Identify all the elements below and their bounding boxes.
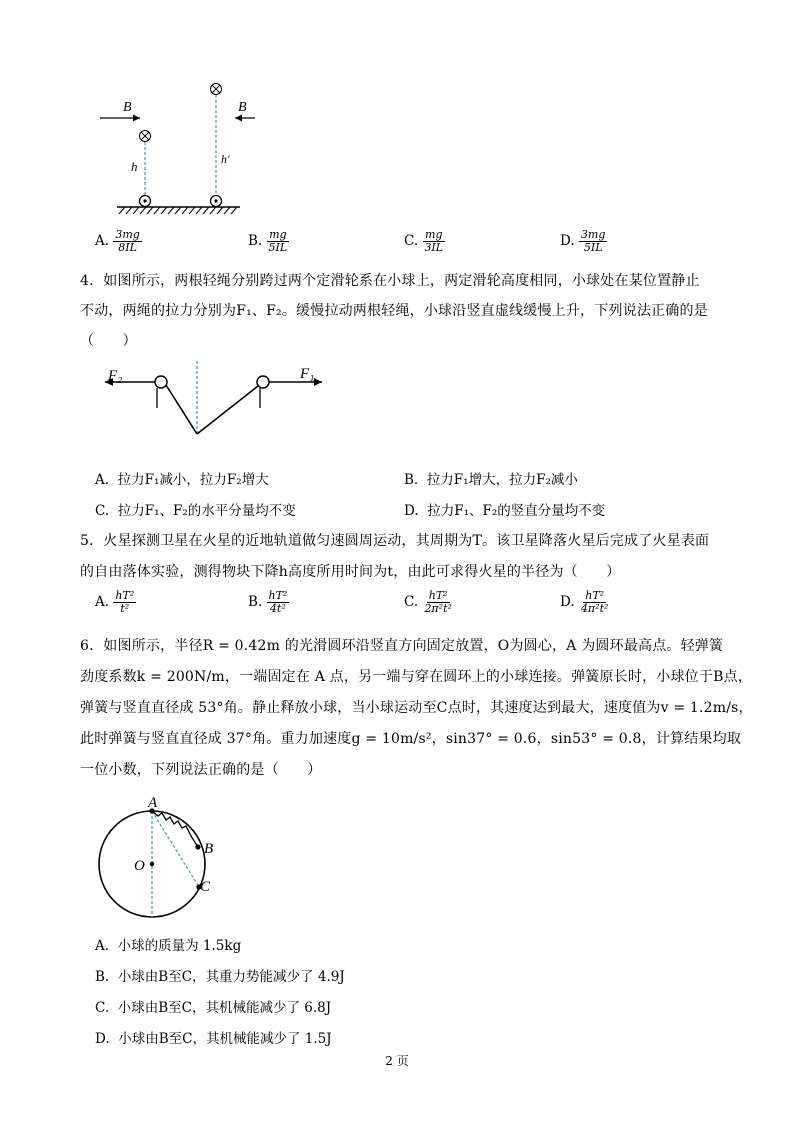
q4-option-d[interactable]: D. 拉力F₁、F₂的竖直分量均不变 bbox=[404, 503, 606, 519]
q6-label-a: A bbox=[148, 795, 158, 811]
q3-label-b-left: B bbox=[123, 100, 132, 115]
q6-label-c: C bbox=[200, 879, 211, 895]
q4-option-b[interactable]: B. 拉力F₁增大，拉力F₂减小 bbox=[404, 472, 578, 488]
q4-stem-line3: （ ） bbox=[80, 333, 137, 349]
q6-option-b[interactable]: B. 小球由B至C，其重力势能减少了 4.9J bbox=[95, 969, 345, 985]
q5-option-d[interactable]: D. $\frac{\text{hT²}}{\text{4π²t²}}$ bbox=[560, 589, 609, 615]
q4-option-a[interactable]: A. 拉力F₁减小，拉力F₂增大 bbox=[95, 472, 269, 488]
q6-option-d[interactable]: D. 小球由B至C，其机械能减少了 1.5J bbox=[95, 1031, 332, 1047]
q4-figure bbox=[100, 358, 330, 440]
page-number: 2 页 bbox=[385, 1054, 409, 1068]
q4-label-f1: F₁ bbox=[300, 366, 315, 382]
q4-label-f2: F₂ bbox=[108, 368, 123, 384]
q3-option-a[interactable]: A. $\frac{3mg}{8IL}$ bbox=[95, 228, 140, 254]
q3-label-h-prime: h′ bbox=[221, 152, 230, 166]
q6-label-b: B bbox=[204, 841, 214, 857]
q6-stem-line3: 弹簧与竖直直径成 53°角。静止释放小球，当小球运动至C点时，其速度达到最大，速度值为v = 1.2m/s， bbox=[80, 700, 753, 716]
q6-stem-line4: 此时弹簧与竖直直径成 37°角。重力加速度g = 10m/s²，sin37° = 0.6，sin53° = 0.8，计算结果均取 bbox=[80, 731, 742, 747]
q6-stem-line5: 一位小数，下列说法正确的是（ ） bbox=[80, 762, 322, 778]
q6-option-a[interactable]: A. 小球的质量为 1.5kg bbox=[95, 938, 242, 954]
q6-option-c[interactable]: C. 小球由B至C，其机械能减少了 6.8J bbox=[95, 1000, 332, 1016]
q5-option-b[interactable]: B. $\frac{\text{hT²}}{\text{4t²}}$ bbox=[248, 589, 288, 615]
q4-stem-line1: 4．如图所示，两根轻绳分别跨过两个定滑轮系在小球上，两定滑轮高度相同，小球处在某位置静止 bbox=[80, 273, 700, 289]
q6-stem-line2: 劲度系数k = 200N/m，一端固定在 A 点，另一端与穿在圆环上的小球连接。弹簧原长时，小球位于B点， bbox=[80, 669, 752, 685]
q3-option-c[interactable]: C. $\frac{mg}{3IL}$ bbox=[404, 228, 444, 254]
q4-option-c[interactable]: C. 拉力F₁、F₂的水平分量均不变 bbox=[95, 503, 296, 519]
q5-stem-line1: 5．火星探测卫星在火星的近地轨道做匀速圆周运动，其周期为T。该卫星降落火星后完成了火星表面 bbox=[80, 533, 710, 549]
q3-option-b[interactable]: B. $\frac{mg}{5IL}$ bbox=[248, 228, 288, 254]
q6-label-o: O bbox=[134, 858, 145, 874]
q5-option-c[interactable]: C. $\frac{\text{hT²}}{\text{2π²t²}}$ bbox=[404, 589, 452, 615]
q3-figure bbox=[95, 78, 255, 218]
q6-stem-line1: 6．如图所示，半径R = 0.42m 的光滑圆环沿竖直方向固定放置，O为圆心，A 为圆环最高点。轻弹簧 bbox=[80, 638, 724, 654]
q6-figure bbox=[92, 790, 232, 920]
q3-label-b-right: B bbox=[238, 100, 247, 115]
q4-stem-line2: 不动，两绳的拉力分别为F₁、F₂。缓慢拉动两根轻绳，小球沿竖直虚线缓慢上升，下列说法正确的是 bbox=[80, 303, 708, 319]
q5-option-a[interactable]: A. $\frac{\text{hT²}}{\text{t²}}$ bbox=[95, 589, 135, 615]
q3-label-h: h bbox=[131, 159, 138, 174]
q5-stem-line2: 的自由落体实验，测得物块下降h高度所用时间为t，由此可求得火星的半径为（ ） bbox=[80, 564, 621, 580]
q3-option-d[interactable]: D. $\frac{3mg}{5IL}$ bbox=[560, 228, 606, 254]
